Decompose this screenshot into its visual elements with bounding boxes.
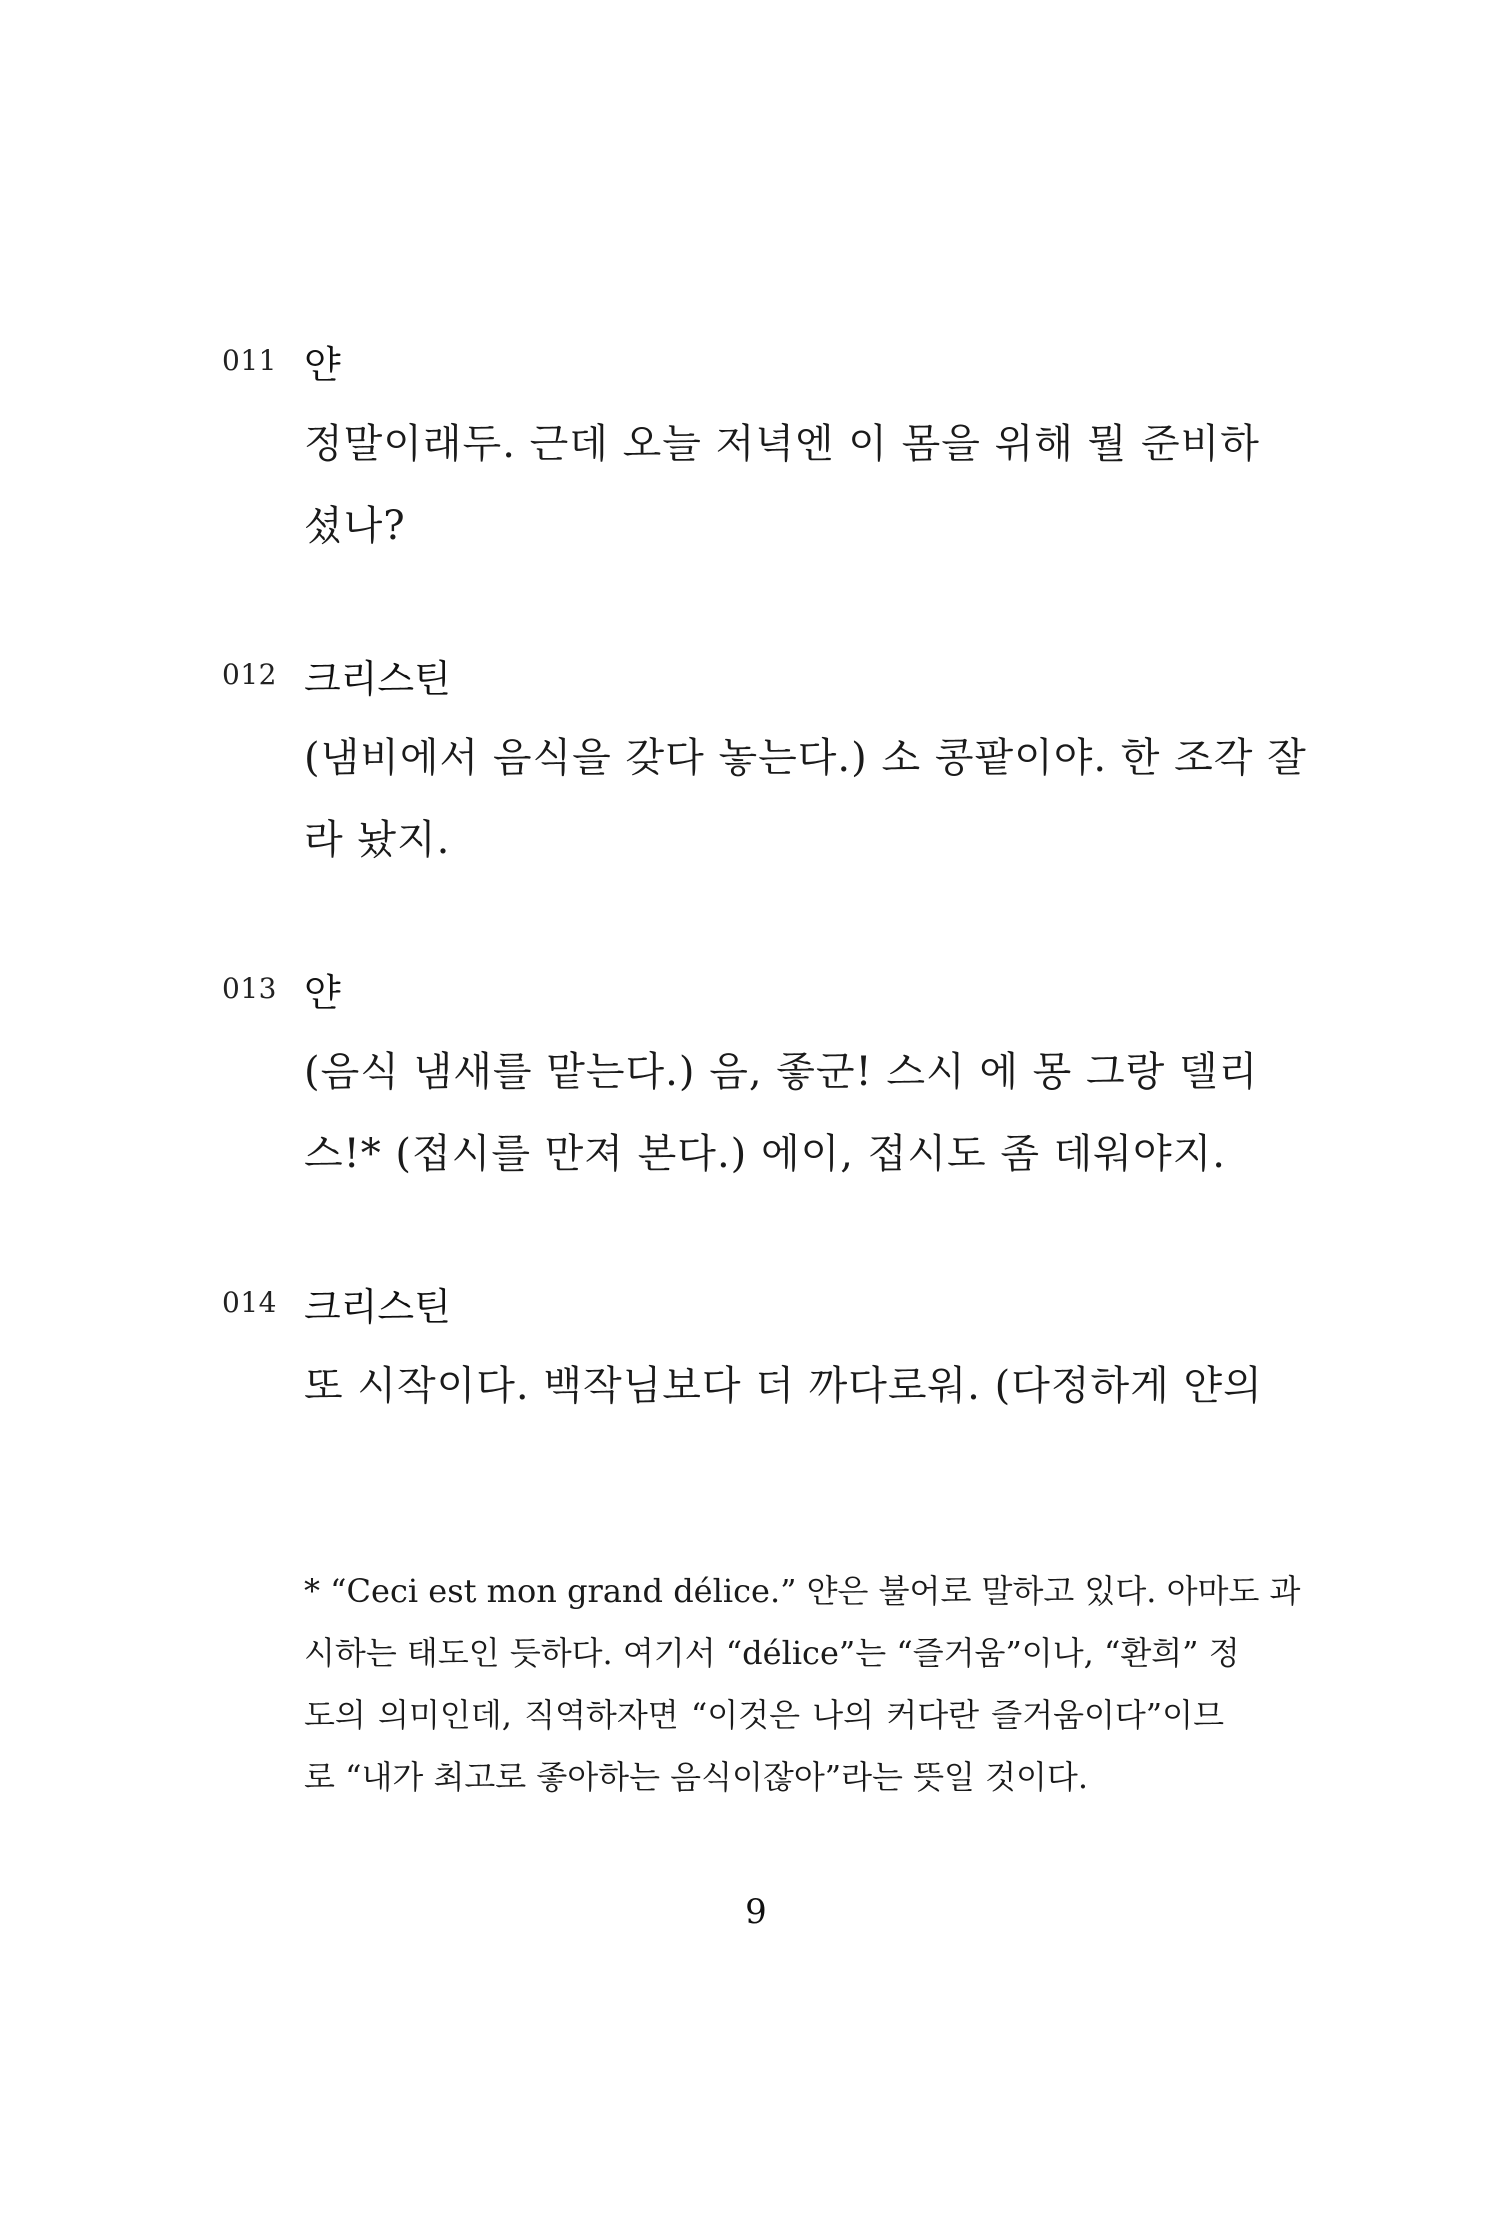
dialogue-line: 셨나? <box>304 503 406 549</box>
dialogue-line: (음식 냄새를 맡는다.) 음, 좋군! 스시 에 몽 그랑 델리 <box>304 1049 1259 1095</box>
page-number: 9 <box>745 1892 767 1932</box>
speaker-name: 얀 <box>304 343 341 387</box>
footnote-line: * “Ceci est mon grand délice.” 얀은 불어로 말하고 있다. 아마도 과 <box>304 1572 1301 1610</box>
entry-number: 013 <box>222 972 277 1005</box>
footnote-line: 로 “내가 최고로 좋아하는 음식이잖아”라는 뜻일 것이다. <box>304 1758 1088 1796</box>
entry-number: 012 <box>222 658 277 691</box>
speaker-name: 크리스틴 <box>304 657 451 701</box>
entry-number: 011 <box>222 344 277 377</box>
footnote-line: 시하는 태도인 듯하다. 여기서 “délice”는 “즐거움”이나, “환희” 정 <box>304 1634 1240 1672</box>
dialogue-line: 라 놨지. <box>304 817 451 863</box>
speaker-name: 얀 <box>304 971 341 1015</box>
dialogue-line: 또 시작이다. 백작님보다 더 까다로워. (다정하게 얀의 <box>304 1363 1263 1409</box>
footnote <box>304 1566 1301 1806</box>
dialogue-line: 정말이래두. 근데 오늘 저녁엔 이 몸을 위해 뭘 준비하 <box>304 421 1260 467</box>
footnote-line: 도의 의미인데, 직역하자면 “이것은 나의 커다란 즐거움이다”이므 <box>304 1696 1224 1734</box>
dialogue-line: (냄비에서 음식을 갖다 놓는다.) 소 콩팥이야. 한 조각 잘 <box>304 735 1307 781</box>
speaker-name: 크리스틴 <box>304 1285 451 1329</box>
dialogue-line: 스!* (접시를 만져 본다.) 에이, 접시도 좀 데워야지. <box>304 1131 1226 1177</box>
entry-number: 014 <box>222 1286 277 1319</box>
